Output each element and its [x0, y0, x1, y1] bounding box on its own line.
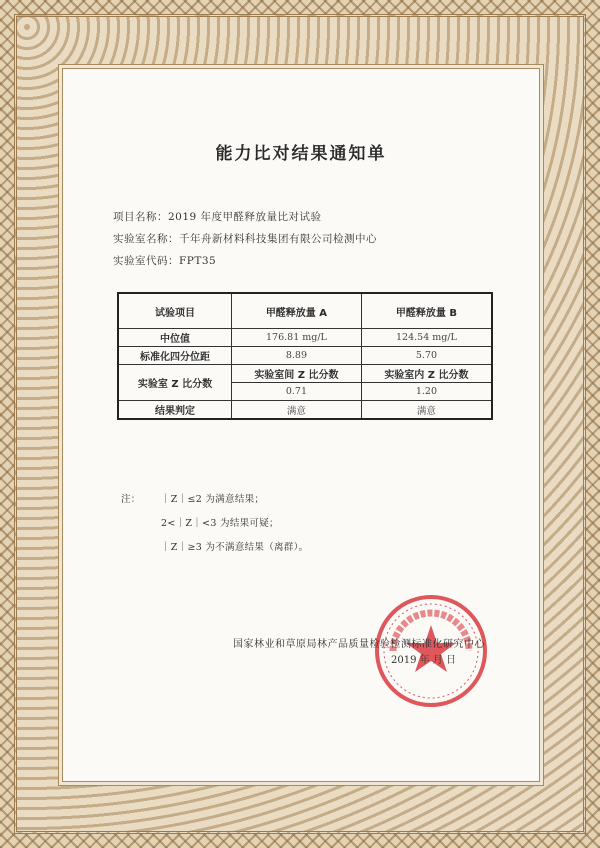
header-item: 试验项目 — [118, 293, 232, 329]
header-b: 甲醛释放量 B — [361, 293, 492, 329]
verdict-b: 满意 — [361, 401, 492, 420]
lab-label: 实验室名称： — [113, 233, 179, 245]
note-line-1: ｜Z｜≤2 为满意结果； — [161, 494, 265, 505]
verdict-label: 结果判定 — [118, 401, 232, 420]
table-row — [118, 347, 492, 365]
lab-row — [113, 231, 377, 246]
code-row — [113, 253, 216, 268]
iqr-b: 5.70 — [361, 347, 492, 365]
table-row — [118, 365, 492, 383]
table-row — [118, 401, 492, 420]
note-line-3: ｜Z｜≥3 为不满意结果（离群）。 — [161, 542, 309, 553]
iqr-label: 标准化四分位距 — [118, 347, 232, 365]
zscore-a: 0.71 — [232, 383, 362, 401]
code-value: FPT35 — [179, 255, 217, 267]
results-table — [117, 292, 493, 420]
code-label: 实验室代码： — [113, 255, 179, 267]
zscore-sub-a: 实验室间 Z 比分数 — [232, 365, 362, 383]
verdict-a: 满意 — [232, 401, 362, 420]
notes-prefix: 注： — [121, 494, 141, 505]
zscore-b: 1.20 — [361, 383, 492, 401]
table-header-row — [118, 293, 492, 329]
median-a: 176.81 mg/L — [232, 329, 362, 347]
project-label: 项目名称： — [113, 211, 168, 223]
median-label: 中位值 — [118, 329, 232, 347]
table-row — [118, 329, 492, 347]
iqr-a: 8.89 — [232, 347, 362, 365]
issue-date: 2019 年 月 日 — [391, 655, 456, 666]
zscore-label: 实验室 Z 比分数 — [118, 365, 232, 401]
project-value: 2019 年度甲醛释放量比对试验 — [168, 211, 322, 223]
document-title: 能力比对结果通知单 — [215, 144, 387, 164]
lab-value: 千年舟新材料科技集团有限公司检测中心 — [179, 233, 377, 245]
issuer-name: 国家林业和草原局林产品质量检验检测标准化研究中心 — [233, 639, 485, 650]
header-a: 甲醛释放量 A — [232, 293, 362, 329]
note-line-2: 2<｜Z｜<3 为结果可疑； — [161, 518, 279, 529]
zscore-sub-b: 实验室内 Z 比分数 — [361, 365, 492, 383]
median-b: 124.54 mg/L — [361, 329, 492, 347]
document-page — [62, 68, 540, 782]
project-row — [113, 209, 322, 224]
